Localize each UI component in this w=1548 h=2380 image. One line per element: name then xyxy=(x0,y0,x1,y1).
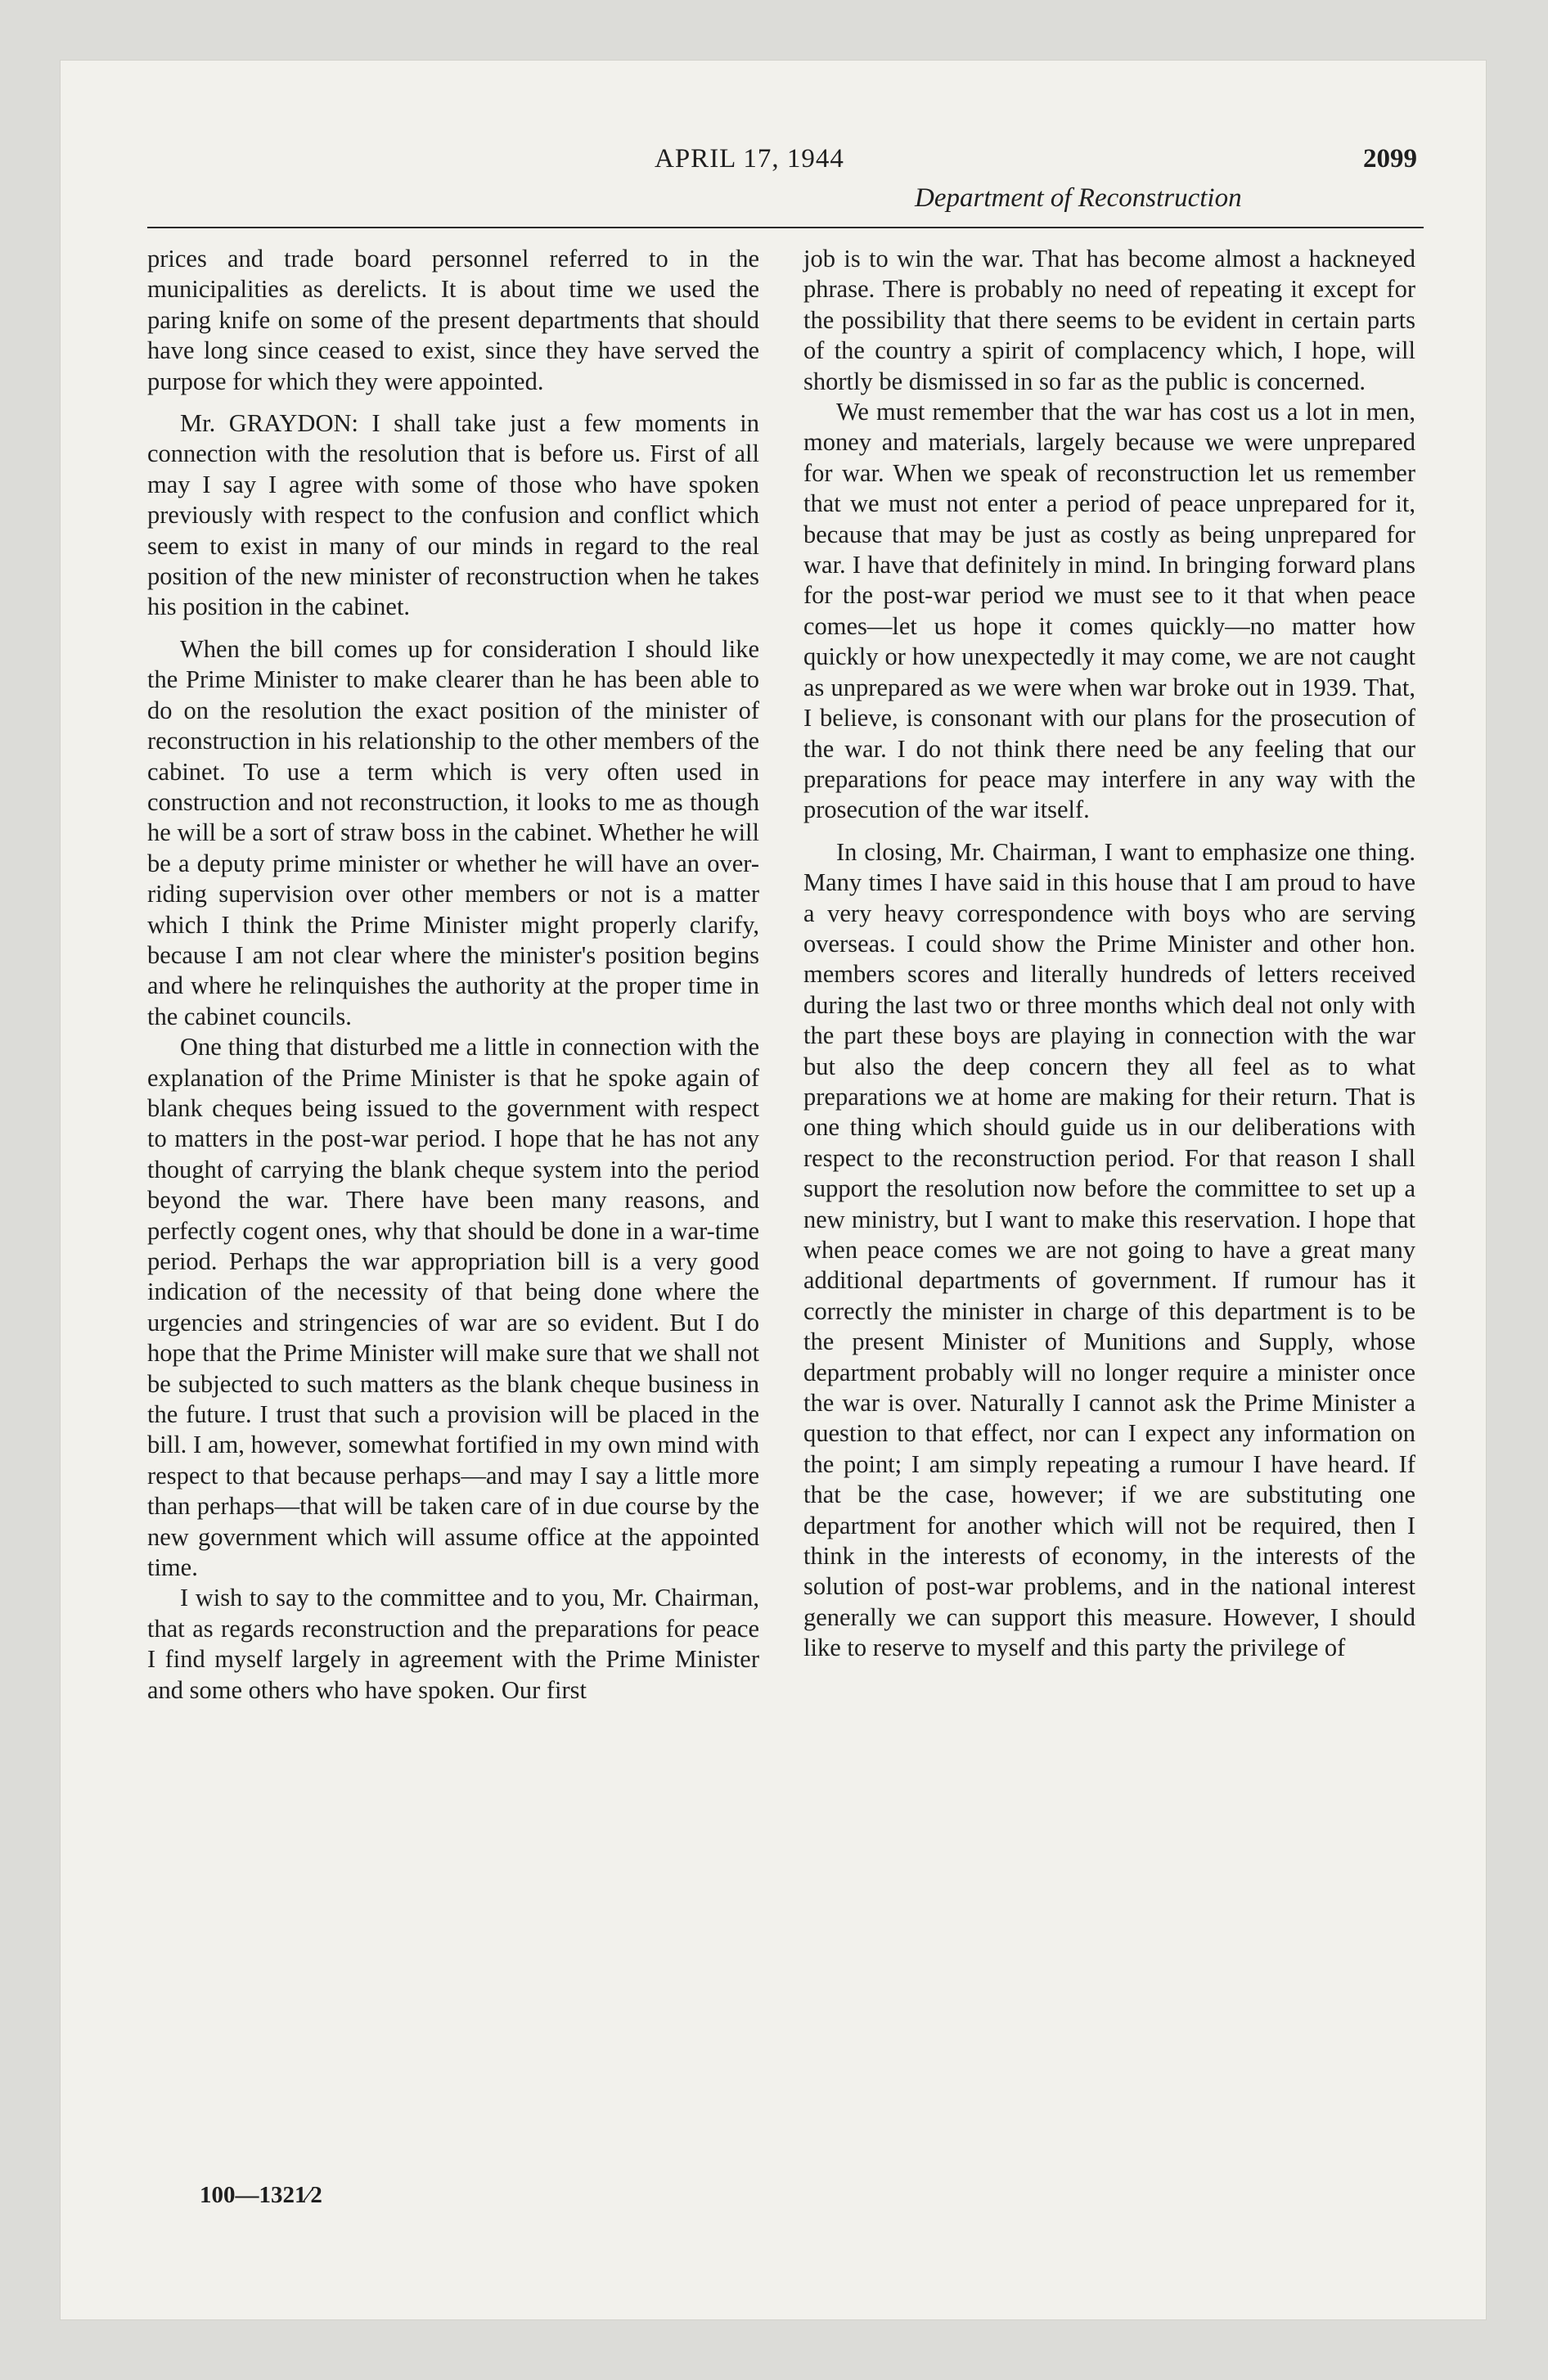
right-column xyxy=(803,244,1415,1664)
paragraph: job is to win the war. That has become almost a hackneyed phrase. There is probably no need of repeating it except for the possibility that there seems to be evident in certain parts of the country a spirit of complacency which, I hope, will shortly be dismissed in so far as the public is concerned. xyxy=(803,245,1415,395)
header-date: APRIL 17, 1944 xyxy=(655,144,844,174)
page-number: 2099 xyxy=(1363,144,1417,174)
header-rule xyxy=(147,227,1424,228)
left-column xyxy=(147,244,759,1706)
printer-signature: 100—1321⁄2 xyxy=(200,2182,322,2208)
running-header xyxy=(147,141,1424,239)
header-subject: Department of Reconstruction xyxy=(915,183,1242,213)
paragraph: prices and trade board personnel referred to in the municipalities as derelicts. It is about time we used the paring knife on some of the present departments that should have long since ceased to exist, since they have served the purpose for which they were appointed. xyxy=(147,245,759,395)
paragraph: I wish to say to the committee and to you, Mr. Chairman, that as regards reconstruction and the preparations for peace I find myself largely in agreement with the Prime Minister and some others who have spoken. Our first xyxy=(147,1584,759,1704)
paragraph: In closing, Mr. Chairman, I want to emphasize one thing. Many times I have said in this house that I am proud to have a very heavy correspondence with boys who are serving overseas. I could show the Prime Minister and other hon. members scores and literally hundreds of letters received during the last two or three months which deal not only with the part these boys are playing in connection with the war but also the deep concern they all feel as to what preparations we at home are making for their return. That is one thing which should guide us in our deliberations with respect to the reconstruction period. For that reason I shall support the resolution now before the committee to set up a new ministry, but I want to make this reservation. I hope that when peace comes we are not going to have a great many additional departments of government. If rumour has it correctly the minister in charge of this department is to be the present Minister of Munitions and Supply, whose department probably will no longer require a minister once the war is over. Naturally I cannot ask the Prime Minister a question to that effect, nor can I expect any information on the point; I am simply repeating a rumour I have heard. If that be the case, however; if we are substituting one department for another which will not be required, then I think in the interests of economy, in the interests of the solution of post-war problems, and in the national interest generally we can support this measure. However, I should like to reserve to myself and this party the privilege of xyxy=(803,837,1415,1662)
paragraph: We must remember that the war has cost us a lot in men, money and materials, largely because we were unprepared for war. When we speak of reconstruction let us remember that we must not enter a period of peace unprepared for it, because that may be just as costly as being unprepared for war. I have that definitely in mind. In bringing forward plans for the post-war period we must see to it that when peace comes—let us hope it comes quickly—no matter how quickly or how unexpectedly it may come, we are not caught as unprepared as we were when war broke out in 1939. That, I believe, is consonant with our plans for the prosecution of the war. I do not think there need be any feeling that our preparations for peace may interfere in any way with the prosecution of the war itself. xyxy=(803,398,1415,824)
paragraph: When the bill comes up for consideration I should like the Prime Minister to make clearer than he has been able to do on the resolution the exact position of the minister of reconstruction in his relationship to the other members of the cabinet. To use a term which is very often used in construction and not reconstruction, it looks to me as though he will be a sort of straw boss in the cabinet. Whether he will be a deputy prime minister or whether he will have an over-riding supervision over other members or not is a matter which I think the Prime Minister might properly clarify, because I am not clear where the minister's position begins and where he relinquishes the authority at the proper time in the cabinet councils. xyxy=(147,634,759,1030)
paragraph: Mr. GRAYDON: I shall take just a few moments in connection with the resolution that is before us. First of all may I say I agree with some of those who have spoken previously with respect to the confusion and conflict which seem to exist in many of our minds in regard to the real position of the new minister of reconstruction when he takes his position in the cabinet. xyxy=(147,409,759,621)
paragraph: One thing that disturbed me a little in connection with the explanation of the Prime Minister is that he spoke again of blank cheques being issued to the government with respect to matters in the post-war period. I hope that he has not any thought of carrying the blank cheque system into the period beyond the war. There have been many reasons, and perfectly cogent ones, why that should be done in a war-time period. Perhaps the war appropriation bill is a very good indication of the necessity of that being done where the urgencies and stringencies of war are so evident. But I do hope that the Prime Minister will make sure that we shall not be subjected to such matters as the blank cheque business in the future. I trust that such a provision will be placed in the bill. I am, however, somewhat fortified in my own mind with respect to that because perhaps—and may I say a little more than perhaps—that will be taken care of in due course by the new government which will assume office at the appointed time. xyxy=(147,1033,759,1582)
